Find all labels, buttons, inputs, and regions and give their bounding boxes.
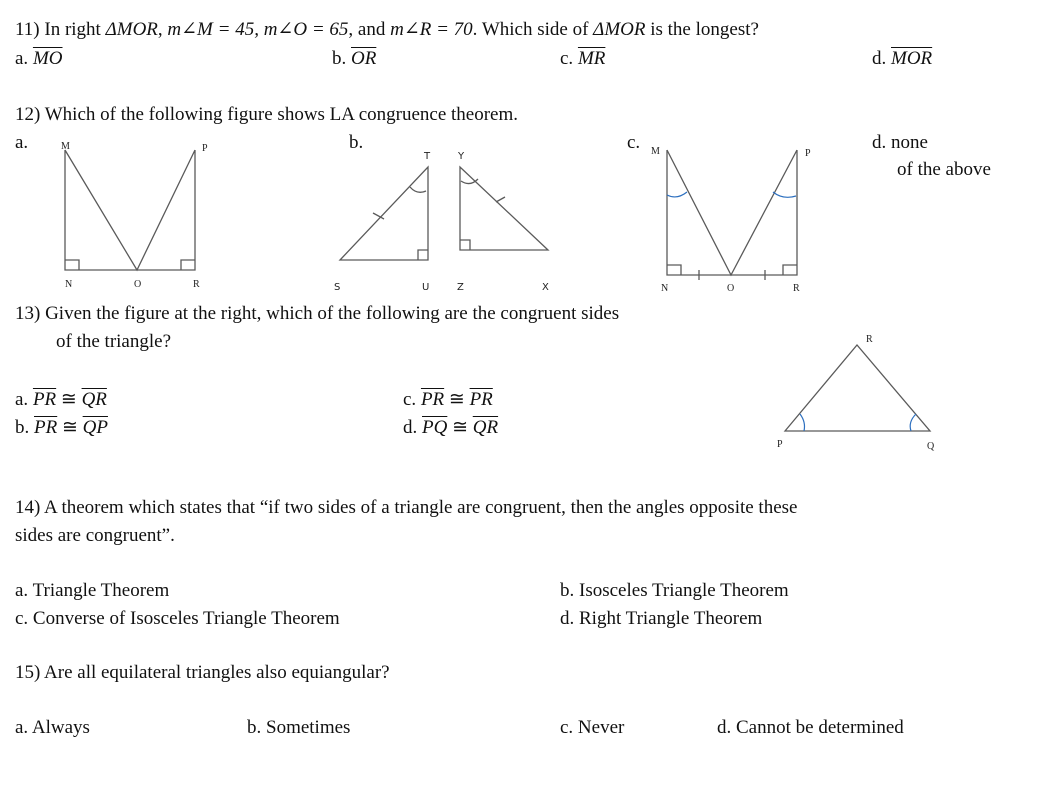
q14-question-line1: 14) A theorem which states that “if two sides of a triangle are congruent, then the angles opposite these <box>15 497 798 518</box>
fig-a-label-m: M <box>61 141 70 152</box>
q11-triangle: ΔMOR <box>105 19 158 40</box>
q13-choice-d-letter: d. <box>403 417 418 438</box>
q11-angle-r: m∠R <box>390 19 432 40</box>
fig-c-label-n: N <box>661 283 669 294</box>
q13-fig-label-r: R <box>866 334 873 345</box>
q14-choice-d[interactable]: d. Right Triangle Theorem <box>560 608 763 629</box>
q11-choice-b[interactable] <box>332 48 376 70</box>
q13-choice-a-left: $\overline{PR}$ <box>32 389 57 410</box>
fig-c-label-r: R <box>793 283 800 294</box>
q12-choice-d-cont: of the above <box>897 159 991 180</box>
q13-choice-c-right: $\overline{PR}$ <box>469 389 493 410</box>
q13-figure <box>770 328 950 463</box>
q11-choice-a-side: $\overline{MO}$ <box>32 48 63 69</box>
q12-choice-d[interactable]: d. none <box>872 132 928 153</box>
q15-question: 15) Are all equilateral triangles also equiangular? <box>15 662 390 683</box>
q12-figure-b <box>330 145 570 295</box>
fig-b-label-z: Z <box>457 282 464 293</box>
q11-triangle-2: ΔMOR <box>593 19 646 40</box>
q11-choice-c-letter: c. <box>560 48 574 69</box>
q15-choice-a[interactable]: a. Always <box>15 717 90 738</box>
fig-c-label-o: O <box>727 283 735 294</box>
q11-choice-d[interactable] <box>872 48 932 70</box>
fig-a-label-r: R <box>193 279 200 290</box>
q11-stem <box>15 19 759 41</box>
q13-choice-c[interactable] <box>403 389 493 411</box>
fig-a-label-p: P <box>202 143 208 154</box>
q12-question: 12) Which of the following figure shows LA congruence theorem. <box>15 104 519 125</box>
q13-choice-d[interactable] <box>403 417 498 439</box>
q13-choice-c-left: $\overline{PR}$ <box>420 389 445 410</box>
q13-choice-c-letter: c. <box>403 389 417 410</box>
q13-choice-a[interactable] <box>15 389 107 411</box>
q13-choice-d-right: $\overline{QR}$ <box>472 417 499 438</box>
fig-a-label-o: O <box>134 279 142 290</box>
q11-choice-a[interactable] <box>15 48 63 70</box>
q13-fig-label-p: P <box>777 439 783 450</box>
q14-question-line2: sides are congruent”. <box>15 525 175 546</box>
q11-comma1: , <box>157 19 163 40</box>
q13-choice-d-left: $\overline{PQ}$ <box>422 417 448 438</box>
q13-choice-b-cong: ≅ <box>61 417 78 438</box>
q11-choice-a-letter: a. <box>15 48 29 69</box>
q15-choice-c[interactable]: c. Never <box>560 717 625 738</box>
fig-b-label-s: S <box>334 282 341 293</box>
q13-question-line2: of the triangle? <box>56 331 172 352</box>
q14-choice-c[interactable]: c. Converse of Isosceles Triangle Theorem <box>15 608 340 629</box>
q11-comma2: , and <box>348 19 386 40</box>
fig-c-label-m: M <box>651 146 660 157</box>
fig-b-label-y: Y <box>458 151 465 162</box>
q13-fig-label-q: Q <box>927 441 935 452</box>
q13-choice-c-cong: ≅ <box>448 389 465 410</box>
q11-eq2: = 65 <box>311 19 349 40</box>
q11-choice-d-letter: d. <box>872 48 887 69</box>
q13-choice-b-right: $\overline{QP}$ <box>82 417 108 438</box>
q11-angle-o: m∠O <box>263 19 308 40</box>
q13-choice-a-letter: a. <box>15 389 29 410</box>
q13-choice-b-letter: b. <box>15 417 30 438</box>
q15-choice-b[interactable]: b. Sometimes <box>247 717 351 738</box>
q13-question-line1: 13) Given the figure at the right, which of the following are the congruent sides <box>15 303 620 324</box>
q11-choice-b-side: $\overline{OR}$ <box>351 48 377 69</box>
q13-choice-a-cong: ≅ <box>60 389 77 410</box>
fig-b-label-x: X <box>542 282 549 293</box>
q12-figure-a <box>45 135 245 295</box>
q11-choice-c-side: $\overline{MR}$ <box>577 48 606 69</box>
q11-text-c: is the longest? <box>650 19 759 40</box>
q13-choice-a-right: $\overline{QR}$ <box>81 389 107 410</box>
fig-b-label-u: U <box>422 282 430 293</box>
fig-b-label-t: T <box>424 151 431 162</box>
q11-number: 11) <box>15 19 40 40</box>
fig-a-label-n: N <box>65 279 73 290</box>
q11-eq1: = 45, <box>217 19 259 40</box>
q11-text-b: . Which side of <box>472 19 589 40</box>
q12-choice-c[interactable]: c. <box>627 132 641 153</box>
q11-angle-m: m∠M <box>167 19 213 40</box>
q11-choice-d-side: $\overline{MOR}$ <box>891 48 933 69</box>
q12-choice-b[interactable]: b. <box>349 132 364 153</box>
q14-choice-b[interactable]: b. Isosceles Triangle Theorem <box>560 580 789 601</box>
q11-choice-c[interactable] <box>560 48 605 70</box>
fig-c-label-p: P <box>805 148 811 159</box>
q13-choice-b-left: $\overline{PR}$ <box>34 417 58 438</box>
q13-choice-b[interactable] <box>15 417 108 439</box>
q11-choice-b-letter: b. <box>332 48 347 69</box>
q14-choice-a[interactable]: a. Triangle Theorem <box>15 580 170 601</box>
q12-choice-a[interactable]: a. <box>15 132 29 153</box>
q11-eq3: = 70 <box>436 19 473 40</box>
q11-text-a: In right <box>44 19 101 40</box>
q13-choice-d-cong: ≅ <box>452 417 468 438</box>
q12-figure-c <box>645 140 825 300</box>
q15-choice-d[interactable]: d. Cannot be determined <box>717 717 904 738</box>
